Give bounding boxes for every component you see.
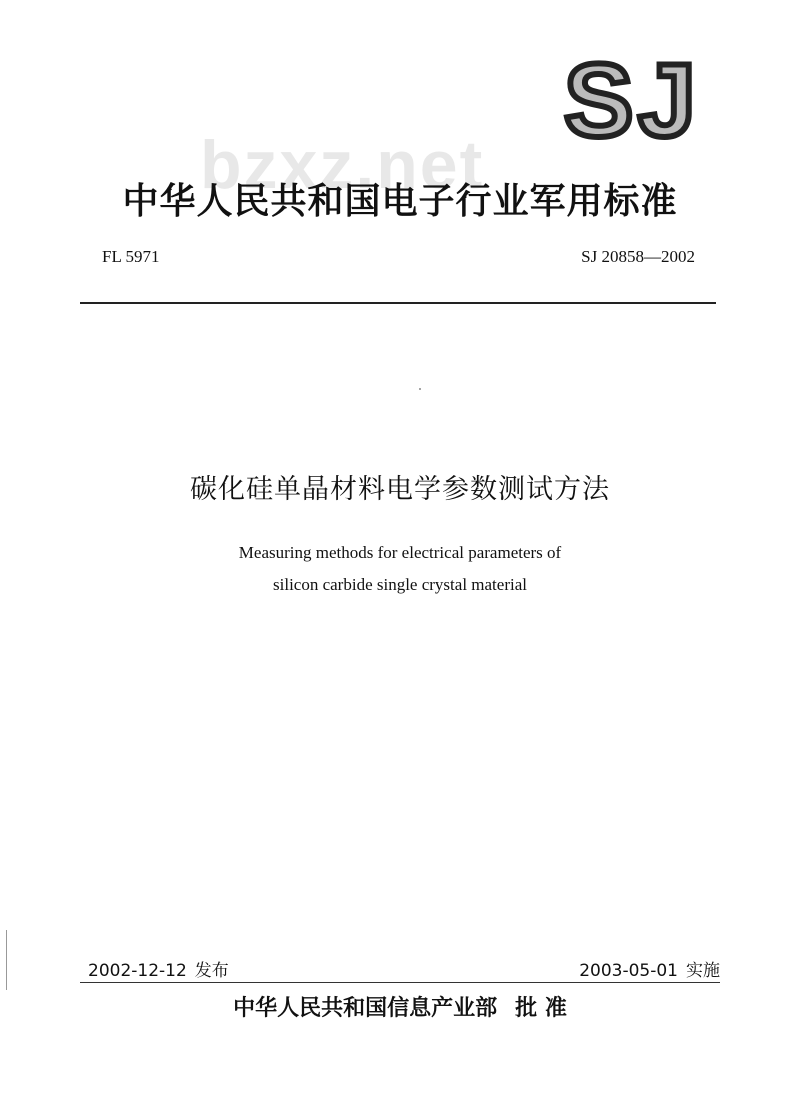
sj-logo-j: J	[638, 48, 696, 148]
document-title-english-line2: silicon carbide single crystal material	[273, 575, 527, 594]
header-divider	[80, 302, 716, 304]
document-title-chinese: 碳化硅单晶材料电学参数测试方法	[190, 474, 610, 505]
sj-logo-s: S	[564, 48, 634, 148]
approval-label: 批 准	[515, 996, 567, 1021]
standard-number: SJ 20858—2002	[581, 247, 695, 266]
watermark-text: bzxz.net	[200, 127, 485, 203]
issue-date: 2002-12-12	[88, 961, 187, 981]
implementation-label: 实施	[686, 961, 720, 981]
classification-code: FL 5971	[102, 247, 160, 266]
issuing-authority-block	[0, 994, 800, 1024]
issue-date-block	[88, 956, 229, 981]
issue-label: 发布	[194, 961, 229, 981]
document-title-english-line1: Measuring methods for electrical parameters of	[238, 543, 562, 562]
issuing-authority: 中华人民共和国信息产业部	[233, 996, 498, 1021]
implementation-date: 2003-05-01	[579, 961, 678, 981]
scan-edge-mark	[6, 930, 7, 990]
sj-logo	[560, 48, 710, 148]
sj-logo-graphic	[560, 48, 710, 148]
scan-dot	[419, 388, 421, 390]
standard-category-title: 中华人民共和国电子行业军用标准	[122, 181, 678, 222]
footer-divider	[80, 982, 720, 983]
implementation-date-block	[579, 956, 720, 981]
